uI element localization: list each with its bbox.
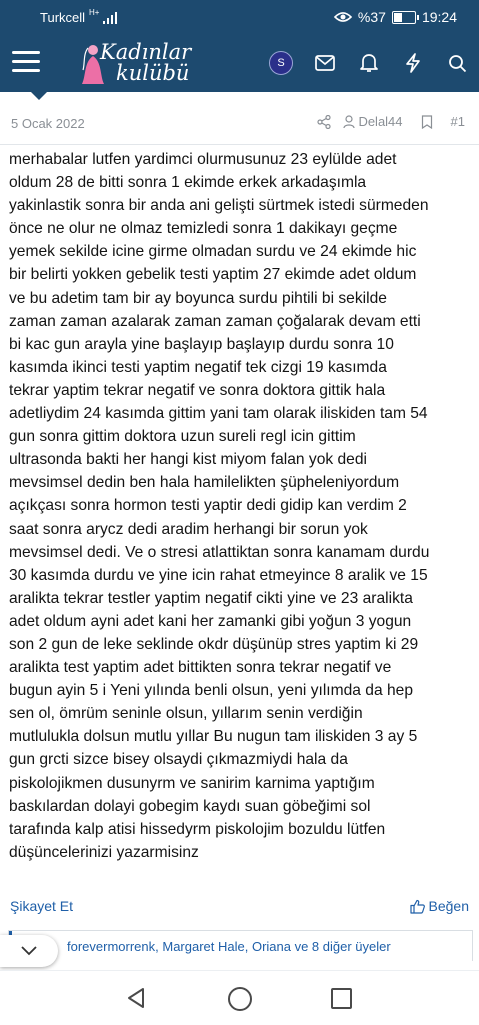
- post-actions: [0, 892, 479, 922]
- logo-text: Kadınlar kulübü: [100, 40, 192, 85]
- user-icon: [343, 115, 355, 129]
- post-text-line: saat sonra arycz dedi aradim herhangi bir sorun yok: [9, 520, 368, 538]
- whats-new-button[interactable]: [401, 51, 425, 75]
- search-icon: [448, 54, 467, 73]
- battery-icon: [392, 11, 416, 24]
- menu-icon[interactable]: [12, 51, 40, 75]
- post-text-line: mevsimsel dedin ben hala hamilelikten şüpheleniyordum: [9, 474, 400, 492]
- header-pointer: [30, 91, 48, 100]
- battery-fill: [394, 13, 402, 22]
- likers-list[interactable]: forevermorrenk, Margaret Hale, Oriana ve 8 diğer üyeler: [67, 939, 391, 954]
- post-date[interactable]: 5 Ocak 2022: [11, 116, 85, 131]
- post-body: [9, 148, 474, 864]
- post-meta-bar: [0, 92, 479, 145]
- like-label: Beğen: [428, 898, 469, 914]
- post-text-line: yakinlastik sonra bir anda ani gelişti sürtmek istedi sürmeden: [9, 197, 429, 215]
- post-text-line: gun grcti sizce bisey olsaydi çıkmazmiydi hala da: [9, 751, 348, 769]
- post-text-line: açıkçası sonra hormon testi yaptir dedi gidip kan verdim 2: [9, 497, 407, 515]
- battery-percent: %37: [357, 9, 386, 25]
- post-text-line: aralikta test yaptim adet bittikten sonra tekrar negatif ve: [9, 659, 392, 677]
- post-text-line: tekrar yaptim tekrar negatif ve sonra doktora gittik hala: [9, 381, 386, 399]
- post-text-line: bir belirti yokken gebelik testi yaptim 27 ekimde adet oldum: [9, 266, 417, 284]
- post-text-line: düşüncelerinizi yazarmisinz: [9, 843, 199, 861]
- bolt-icon: [405, 53, 421, 73]
- like-button[interactable]: [410, 898, 469, 914]
- post-text-line: önce ne olur ne olmaz temizledi sonra 1 dakikayı geçme: [9, 220, 398, 238]
- post-text-line: zaman zaman azalarak zaman zaman çoğalarak devam etti: [9, 312, 421, 330]
- post-text-line: adet oldum ayni adet kani her zamanki gibi yoğun 3 yogun: [9, 612, 412, 630]
- author-name: Delal44: [358, 114, 403, 129]
- post-text-line: baskılardan dolayi gobegim kaydı suan göbeğimi sol: [9, 797, 371, 815]
- chevron-down-icon: [21, 946, 37, 956]
- likes-summary[interactable]: [8, 930, 473, 961]
- post-text-line: piskolojikmen dusunyrm ve sanirim karnima yaptığım: [9, 774, 375, 792]
- system-nav-bar: [0, 970, 479, 1025]
- share-icon[interactable]: [317, 115, 331, 129]
- status-bar: [0, 0, 479, 36]
- bell-icon: [360, 53, 378, 73]
- post-author[interactable]: [343, 114, 402, 129]
- post-number[interactable]: #1: [450, 114, 465, 129]
- eye-icon: [334, 11, 352, 23]
- search-button[interactable]: [445, 51, 469, 75]
- post-text-line: yemek sekilde icine girme olmadan surdu ve 24 ekimde hic: [9, 243, 417, 261]
- post-text-line: sen ol, ömrüm seninle olsun, yıllarım senin verdiğin: [9, 705, 363, 723]
- avatar: S: [269, 51, 293, 75]
- report-link[interactable]: Şikayet Et: [10, 898, 74, 914]
- thumbs-up-icon: [410, 899, 425, 914]
- post-text-line: merhabalar lutfen yardimci olurmusunuz 23 eylülde adet: [9, 151, 397, 168]
- mail-button[interactable]: [313, 51, 337, 75]
- post-text-line: bugun ayin 5 i Yeni yılında benli olsun, yeni yılımda da hep: [9, 682, 413, 700]
- mail-icon: [315, 55, 335, 71]
- site-logo[interactable]: [80, 40, 230, 88]
- bookmark-icon[interactable]: [421, 115, 433, 129]
- user-avatar-button[interactable]: [269, 51, 293, 75]
- notifications-button[interactable]: [357, 51, 381, 75]
- post-text-line: son 2 gun de leke seklinde okdr düşünüp stres yaptim ki 29: [9, 635, 419, 653]
- back-icon[interactable]: [126, 987, 146, 1009]
- network-type: H+: [89, 8, 100, 17]
- post-text-line: kasımda ikinci testi yaptim negatif tek cizgi 19 kasımda: [9, 358, 387, 376]
- carrier-name: Turkcell: [40, 10, 86, 25]
- post-text-line: ve bu adetim tam bir ay boyunca surdu pihtili bi sekilde: [9, 289, 387, 307]
- post-text-line: 30 kasımda durdu ve yine icin rahat etmeyince 8 aralik ve 15: [9, 566, 428, 584]
- post-text-line: aralikta tekrar testler yaptim negatif cikti yine ve 23 aralikta: [9, 589, 413, 607]
- collapse-button[interactable]: [0, 935, 58, 967]
- home-icon[interactable]: [228, 987, 252, 1011]
- signal-icon: [103, 12, 119, 24]
- post-text-line: oldum 28 de bitti sonra 1 ekimde erkek arkadaşımla: [9, 174, 367, 192]
- post-text-line: mutlulukla dolsun mutlu yıllar Bu nugun tam iliskiden 3 ay 5: [9, 728, 418, 746]
- post-text-line: bi kac gun arayla yine başlayıp başlayıp durdu sonra 10: [9, 335, 394, 353]
- recent-apps-icon[interactable]: [331, 988, 352, 1009]
- post-text-line: ultrasonda bakti her hangi kist miyom falan yok dedi: [9, 451, 367, 469]
- post-text-line: adetliydim 24 kasımda gittim yani tam olarak iliskiden tam 54: [9, 405, 428, 423]
- clock: 19:24: [421, 9, 457, 25]
- post-text-line: mevsimsel dedi. Ve o stresi atlattiktan sonra kanamam durdu: [9, 543, 430, 561]
- post-text-line: tarafında kalp atisi hissedyrm piskolojim bozuldu lütfen: [9, 820, 386, 838]
- post-text-line: gun sonra gittim doktora uzun sureli regl icin gittim: [9, 428, 356, 446]
- app-header: [0, 36, 479, 92]
